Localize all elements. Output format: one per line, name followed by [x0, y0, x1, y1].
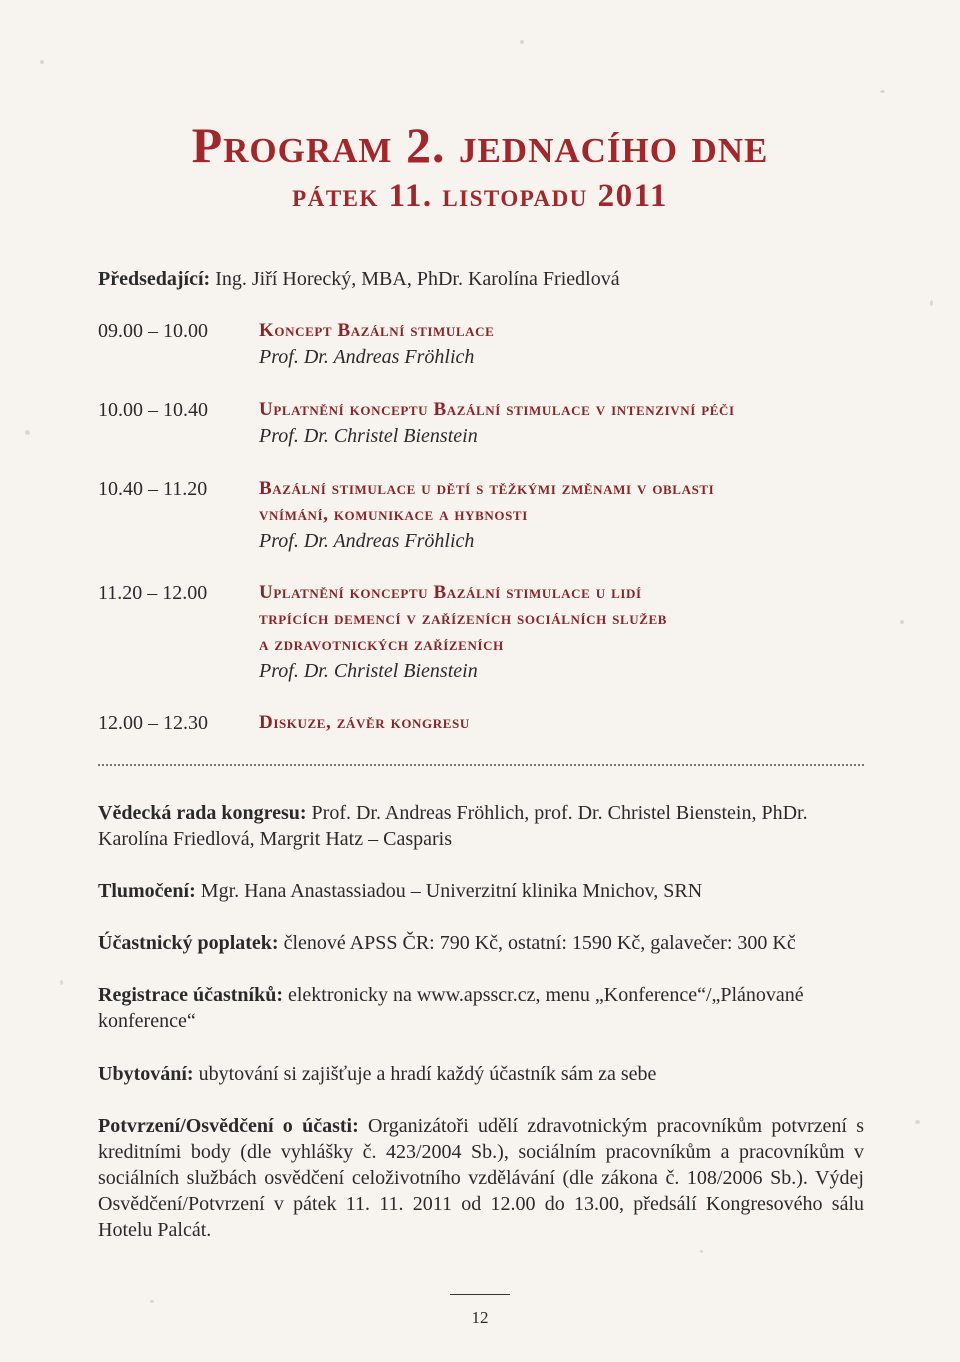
program-time: 09.00 – 10.00 — [98, 320, 208, 342]
info-fee — [98, 930, 864, 956]
info-certificate — [98, 1113, 864, 1243]
paper-speck — [150, 1300, 154, 1303]
paper-speck — [700, 1250, 703, 1253]
info-accommodation-label: Ubytování: — [98, 1063, 194, 1085]
page-title: Program 2. jednacího dne — [191, 117, 769, 173]
info-board-text: Prof. Dr. Andreas Fröhlich, prof. Dr. Christel Bienstein, PhDr. Karolína Friedlová, Margrit Hatz – Casparis — [98, 802, 808, 850]
program-time: 11.20 – 12.00 — [98, 582, 208, 604]
paper-speck — [520, 40, 524, 44]
paper-speck — [930, 300, 933, 306]
info-interpreting-label: Tlumočení: — [98, 880, 196, 902]
info-board — [98, 800, 864, 852]
info-accommodation-text: ubytování si zajišťuje a hradí každý účastník sám za sebe — [193, 1063, 657, 1085]
program-time: 12.00 – 12.30 — [98, 712, 208, 734]
info-fee-text: členové APSS ČR: 790 Kč, ostatní: 1590 Kč, galavečer: 300 Kč — [278, 932, 796, 954]
info-accommodation — [98, 1061, 864, 1087]
page-number: 12 — [471, 1308, 489, 1327]
program-speaker: Prof. Dr. Christel Bienstein — [259, 425, 478, 447]
program-time: 10.40 – 11.20 — [98, 478, 208, 500]
page-subtitle: pátek 11. listopadu 2011 — [292, 178, 668, 214]
program-topic: Koncept Bazální stimulace — [259, 320, 495, 341]
page-number-rule — [450, 1294, 510, 1295]
info-fee-label: Účastnický poplatek: — [98, 932, 279, 954]
info-registration-label: Registrace účastníků: — [98, 984, 283, 1006]
program-topic-line: vnímání, komunikace a hybnosti — [259, 504, 528, 525]
program-speaker: Prof. Dr. Andreas Fröhlich — [259, 346, 475, 368]
program-speaker: Prof. Dr. Christel Bienstein — [259, 660, 478, 682]
paper-speck — [880, 90, 885, 93]
dotted-divider — [98, 764, 864, 766]
chair-names: Ing. Jiří Horecký, MBA, PhDr. Karolína Friedlová — [210, 268, 620, 290]
program-speaker: Prof. Dr. Andreas Fröhlich — [259, 530, 475, 552]
paper-speck — [900, 620, 904, 624]
program-topic-line: Uplatnění konceptu Bazální stimulace u lidí — [259, 582, 642, 603]
program-topic-line: a zdravotnických zařízeních — [259, 634, 504, 655]
program-topic-line: trpících demencí v zařízeních sociálních služeb — [259, 608, 668, 629]
info-certificate-label: Potvrzení/Osvědčení o účasti: — [98, 1115, 359, 1137]
info-board-label: Vědecká rada kongresu: — [98, 802, 307, 824]
program-topic-line: Bazální stimulace u dětí s těžkými změnami v oblasti — [259, 478, 715, 499]
paper-speck — [915, 1120, 920, 1124]
program-time: 10.00 – 10.40 — [98, 399, 208, 421]
info-interpreting-text: Mgr. Hana Anastassiadou – Univerzitní klinika Mnichov, SRN — [195, 880, 703, 902]
program-topic: Diskuze, závěr kongresu — [259, 712, 470, 733]
paper-speck — [25, 430, 30, 435]
info-interpreting — [98, 878, 864, 904]
info-certificate-text: Organizátoři udělí zdravotnickým pracovníkům potvrzení s kreditními body (dle vyhlášky č. 423/2004 Sb.), sociálním pracovníkům a pracovníkům v sociálních službách osvědčení celoživotního vzdělávání (dle zákona č. 108/2006 Sb.). Výdej Osvědčení/Potvrzení v pátek 11. 11. 2011 od 12.00 do 13.00, předsálí Kongresového sálu Hotelu Palcát. — [98, 1115, 864, 1241]
chair-line — [98, 268, 620, 291]
program-topic: Uplatnění konceptu Bazální stimulace v intenzivní péči — [259, 399, 735, 420]
chair-label: Předsedající: — [98, 268, 211, 290]
paper-speck — [40, 60, 44, 64]
info-registration — [98, 982, 864, 1034]
paper-speck — [60, 980, 63, 985]
info-registration-text: elektronicky na www.apsscr.cz, menu „Konference“/„Plánované konference“ — [98, 984, 804, 1032]
